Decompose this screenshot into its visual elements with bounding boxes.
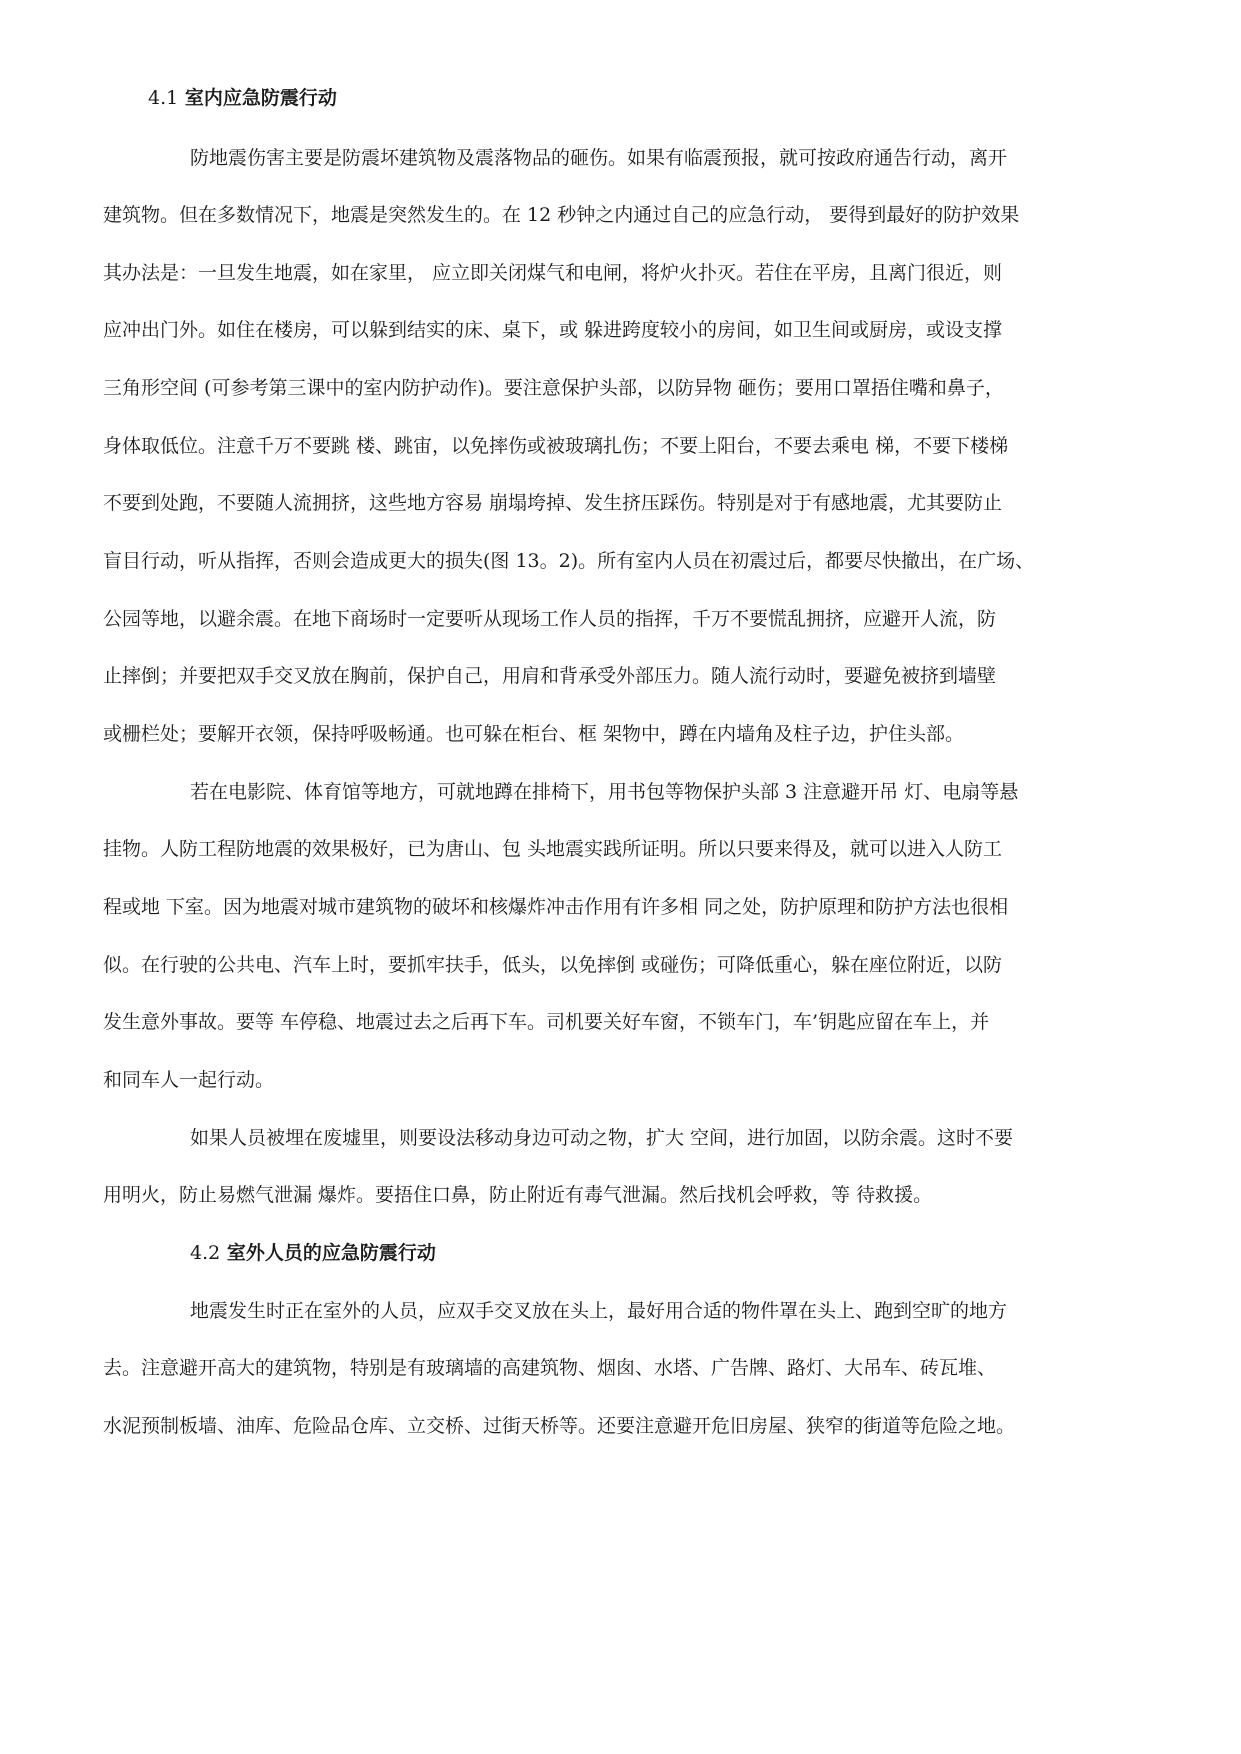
paragraph-line: 身体取低位。注意千万不要跳 楼、跳宙，以免摔伤或被玻璃扎伤；不要上阳台，不要去乘电 梯，不要下楼梯	[103, 435, 1009, 457]
paragraph-line: 如果人员被埋在废墟里，则要设法移动身边可动之物，扩大 空间，进行加固，以防余震。这时不要	[190, 1127, 1014, 1149]
paragraph-line: 若在电影院、体育馆等地方，可就地蹲在排椅下，用书包等物保护头部 3 注意避开吊 灯、电扇等悬	[190, 781, 1019, 803]
section-number: 4.1	[148, 87, 179, 109]
section-number: 4.2	[190, 1242, 221, 1264]
paragraph-line: 其办法是：一旦发生地震，如在家里， 应立即关闭煤气和电闸，将炉火扑灭。若住在平房，且离门很近，则	[103, 262, 1003, 284]
paragraph-line: 防地震伤害主要是防震坏建筑物及震落物品的砸伤。如果有临震预报，就可按政府通告行动，离开	[190, 147, 1008, 169]
paragraph-line: 或栅栏处；要解开衣领，保持呼吸畅通。也可躲在柜台、框 架物中，蹲在内墙角及柱子边，护住头部。	[103, 723, 965, 745]
paragraph-line: 应冲出门外。如住在楼房，可以躲到结实的床、桌下，或 躲进跨度较小的房间，如卫生间或厨房，或设支撑	[103, 319, 1003, 341]
paragraph-line: 公园等地，以避余震。在地下商场时一定要听从现场工作人员的指挥，千万不要慌乱拥挤，应避开人流，防	[103, 608, 997, 630]
paragraph-line: 发生意外事故。要等 车停稳、地震过去之后再下车。司机要关好车窗，不锁车门，车’钥匙应留在车上，并	[103, 1011, 990, 1033]
section-title: 室内应急防震行动	[184, 87, 337, 109]
paragraph-line: 止摔倒；并要把双手交叉放在胸前，保护自己，用肩和背承受外部压力。随人流行动时，要避免被挤到墙壁	[103, 665, 997, 687]
section-title: 室外人员的应急防震行动	[226, 1242, 436, 1264]
paragraph-line: 地震发生时正在室外的人员，应双手交叉放在头上，最好用合适的物件罩在头上、跑到空旷的地方	[190, 1300, 1008, 1322]
paragraph-line: 建筑物。但在多数情况下，地震是突然发生的。在 12 秒钟之内通过自己的应急行动， 要得到最好的防护效果	[103, 204, 1020, 226]
paragraph-line: 和同车人一起行动。	[103, 1069, 275, 1091]
paragraph-line: 盲目行动，听从指挥，否则会造成更大的损失(图 13。2)。所有室内人员在初震过后，都要尽快撤出，在广场、	[103, 550, 1035, 572]
paragraph-line: 水泥预制板墙、油库、危险品仓库、立交桥、过街天桥等。还要注意避开危旧房屋、狭窄的街道等危险之地。	[103, 1415, 1016, 1437]
paragraph-line: 似。在行驶的公共电、汽车上时，要抓牢扶手，低头，以免摔倒 或碰伤；可降低重心，躲在座位附近，以防	[103, 954, 1003, 976]
paragraph-line: 程或地 下室。因为地震对城市建筑物的破坏和核爆炸冲击作用有许多相 同之处，防护原理和防护方法也很相	[103, 896, 1009, 918]
section-heading	[190, 1241, 1230, 1265]
section-heading	[148, 86, 1188, 110]
paragraph-line: 三角形空间 (可参考第三课中的室内防护动作)。要注意保护头部，以防异物 砸伤；要用口罩捂住嘴和鼻子，	[103, 377, 1004, 399]
paragraph-line: 去。注意避开高大的建筑物，特别是有玻璃墙的高建筑物、烟囱、水塔、广告牌、路灯、大吊车、砖瓦堆、	[103, 1357, 997, 1379]
paragraph-line: 挂物。人防工程防地震的效果极好，已为唐山、包 头地震实践所证明。所以只要来得及，就可以进入人防工	[103, 838, 1003, 860]
paragraph-line: 不要到处跑，不要随人流拥挤，这些地方容易 崩塌垮掉、发生挤压踩伤。特别是对于有感地震，尤其要防止	[103, 492, 1003, 514]
paragraph-line: 用明火，防止易燃气泄漏 爆炸。要捂住口鼻，防止附近有毒气泄漏。然后找机会呼救，等 待救援。	[103, 1184, 933, 1206]
